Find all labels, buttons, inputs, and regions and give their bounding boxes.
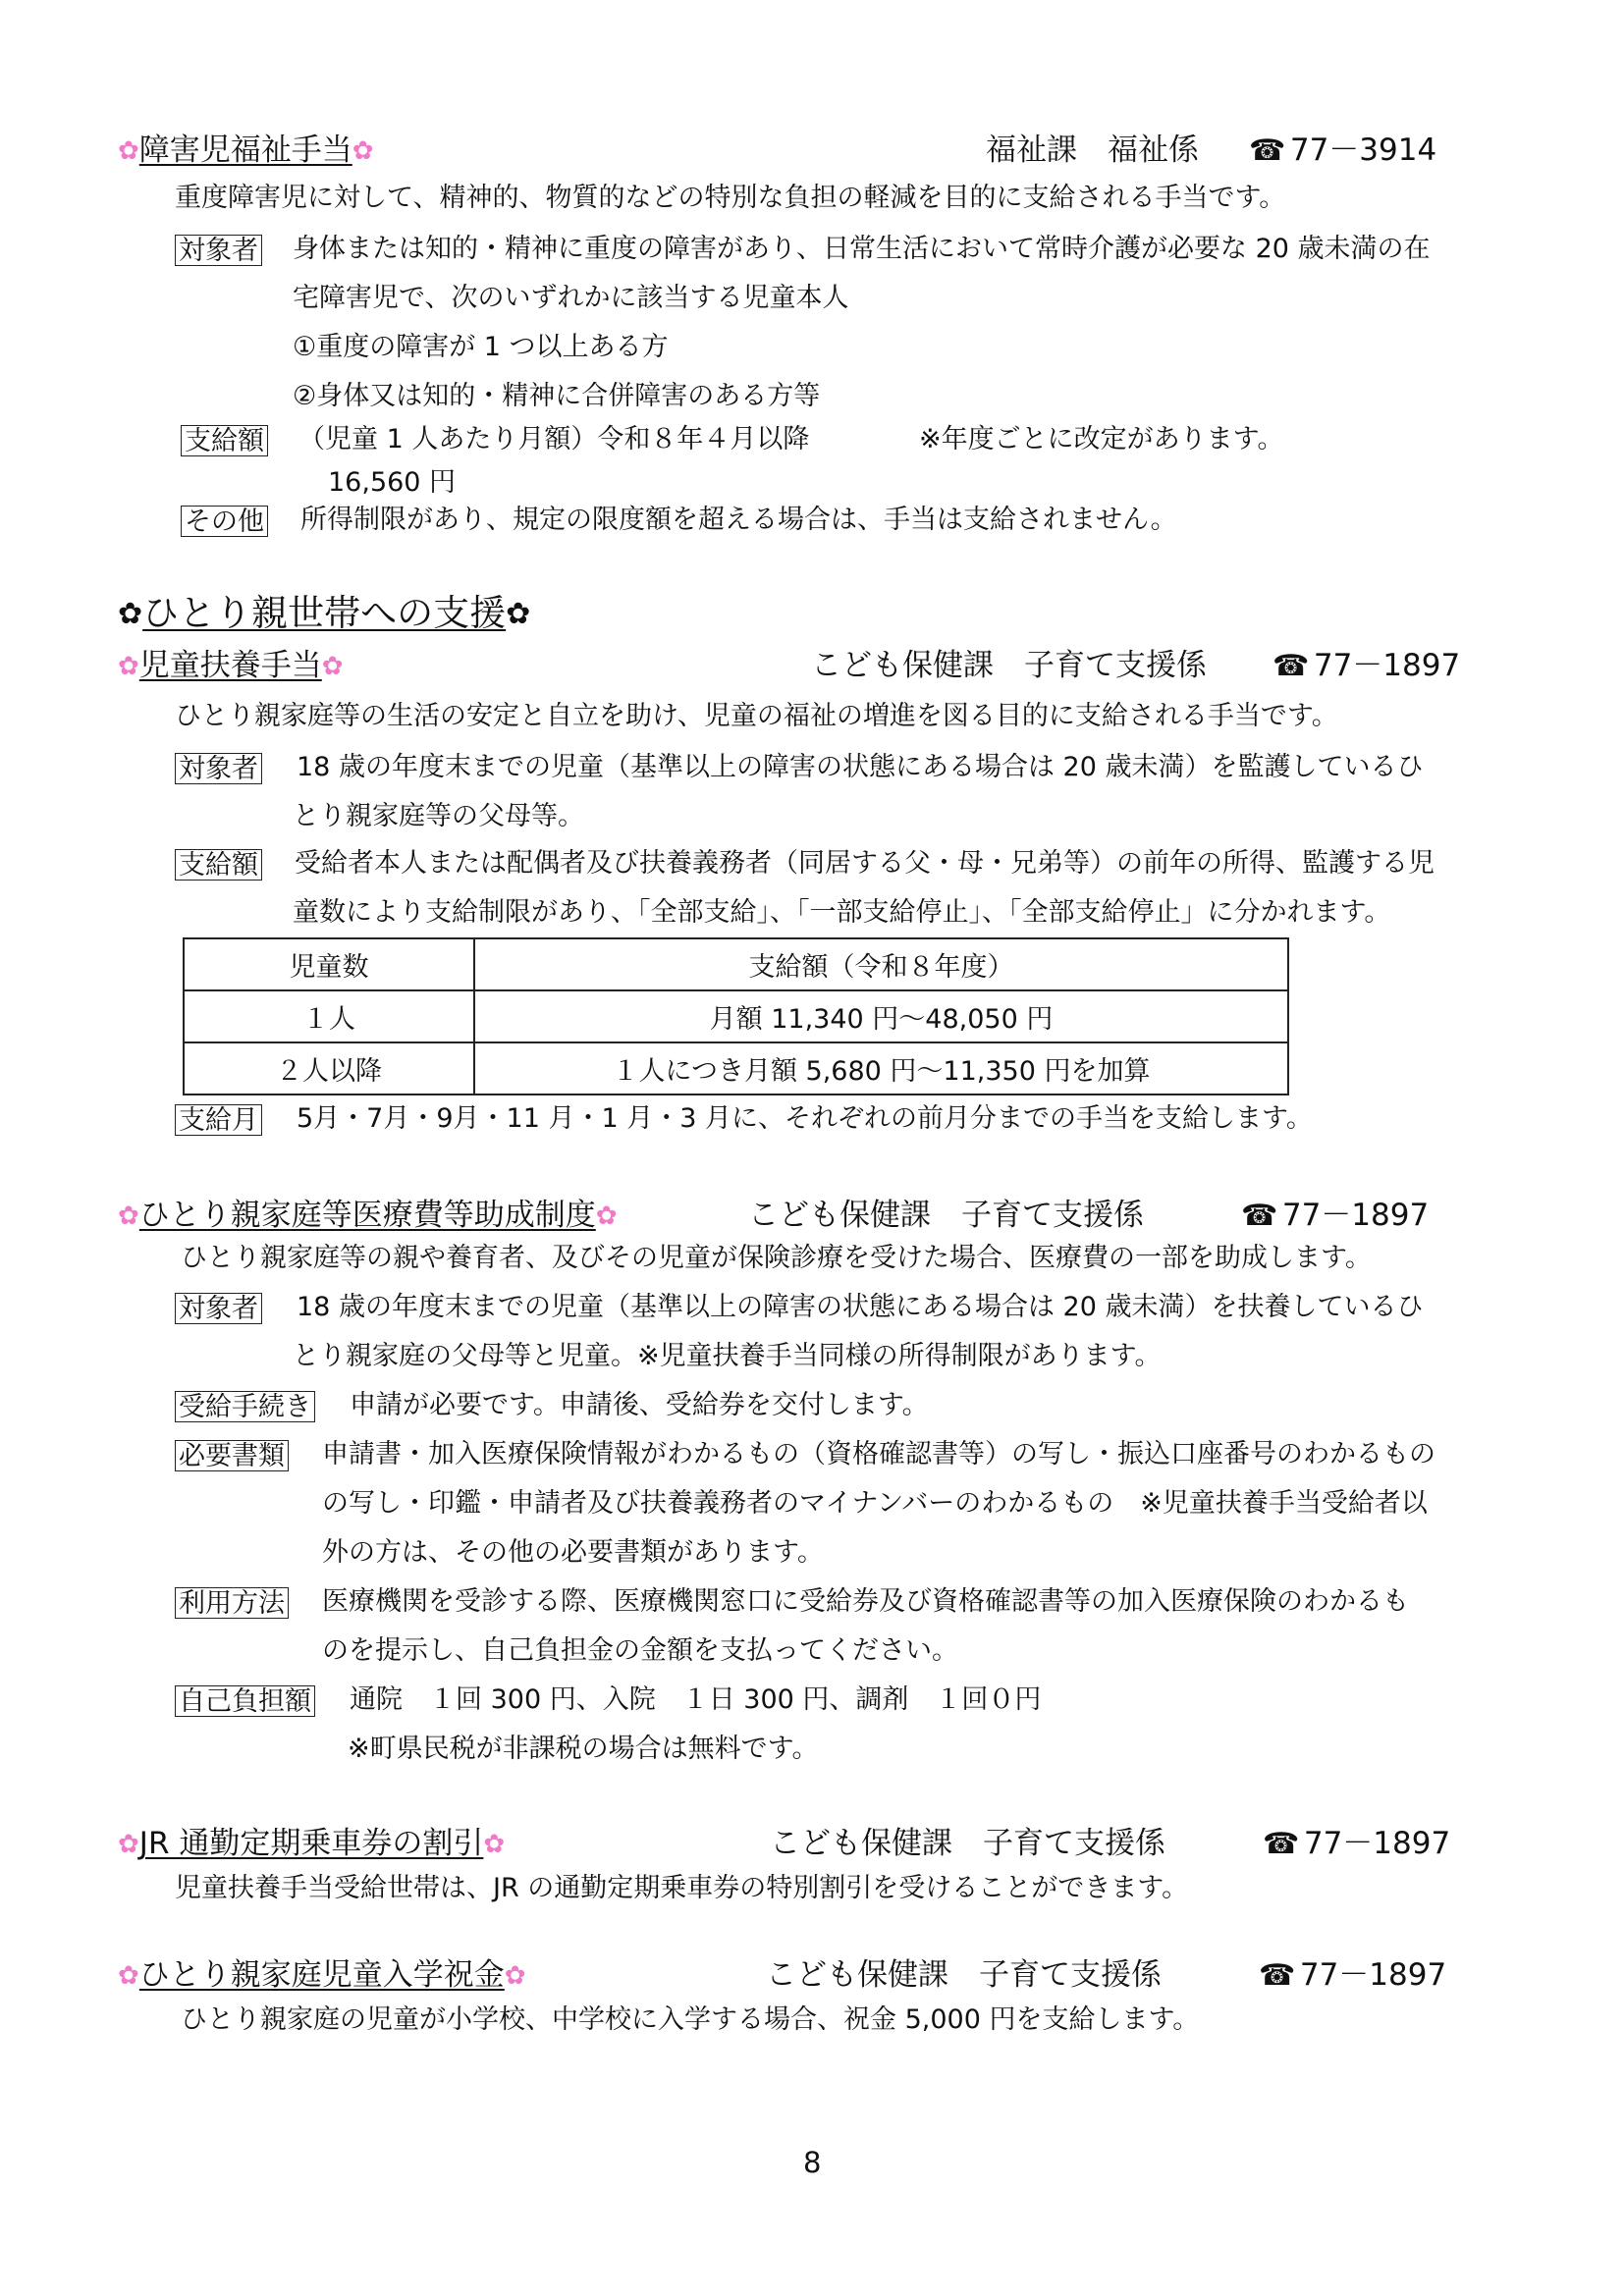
amount-value: 16,560 円: [328, 467, 457, 498]
page-number: 8: [803, 2146, 822, 2179]
label-box-target: 対象者: [175, 234, 262, 269]
target-text: 身体または知的・精神に重度の障害があり、日常生活において常時介護が必要な 20 歳未満の在: [293, 234, 1431, 264]
label-box-copay: 自己負担額: [175, 1684, 315, 1720]
major-heading-title: ひとり親世帯への支援: [142, 592, 507, 634]
flower-icon: ✿: [321, 652, 344, 681]
table-cell: 月額 11,340 円～48,050 円: [474, 990, 1288, 1042]
phone-number: 77－1897: [1281, 1198, 1430, 1233]
target-text: とり親家庭の父母等と児童。※児童扶養手当同様の所得制限があります。: [293, 1341, 1162, 1371]
telephone-icon: ☎: [1241, 1199, 1278, 1233]
section-heading-medical-subsidy: [118, 1196, 618, 1237]
contact-dept: こども保健課 子育て支援係: [770, 1826, 1165, 1861]
procedure-text: 申請が必要です。申請後、受給券を交付します。: [350, 1390, 929, 1420]
flower-icon: ✿: [118, 652, 139, 681]
target-text: とり親家庭等の父母等。: [293, 801, 584, 831]
label-box-usage: 利用方法: [175, 1586, 289, 1622]
label-box-amount: 支給額: [175, 848, 262, 883]
phone-number: 77－1897: [1299, 1957, 1447, 1993]
phone-number: 77－1897: [1303, 1826, 1451, 1861]
target-item: ①重度の障害が 1 つ以上ある方: [293, 332, 669, 362]
table-cell: １人: [184, 990, 474, 1042]
flower-icon: ✿: [595, 1201, 618, 1231]
label-box-target: 対象者: [175, 1292, 262, 1327]
section-title: ひとり親家庭等医療費等助成制度: [138, 1198, 596, 1233]
section-heading-jr-discount: [118, 1824, 505, 1865]
section-intro: ひとり親家庭等の親や養育者、及びその児童が保険診療を受けた場合、医療費の一部を助成します。: [181, 1243, 1372, 1273]
target-item: ②身体又は知的・精神に合併障害のある方等: [293, 381, 821, 411]
section-text: 児童扶養手当受給世帯は、JR の通勤定期乗車券の特別割引を受けることができます。: [175, 1873, 1189, 1903]
contact-phone: [1272, 646, 1460, 686]
contact-dept: 福祉課 福祉係: [986, 133, 1199, 168]
contact-dept: こども保健課 子育て支援係: [766, 1957, 1162, 1993]
amount-table: [183, 937, 1289, 1095]
table-row: [184, 1042, 1288, 1095]
label-box-target: 対象者: [175, 752, 262, 787]
documents-text: 申請書・加入医療保険情報がわかるもの（資格確認書等）の写し・振込口座番号のわかるもの: [322, 1439, 1435, 1469]
label-box-other: その他: [181, 505, 268, 540]
flower-icon: ✿: [118, 597, 143, 631]
section-title: 児童扶養手当: [138, 648, 322, 683]
table-cell: ２人以降: [184, 1042, 474, 1095]
telephone-icon: ☎: [1263, 1827, 1300, 1861]
amount-text: 受給者本人または配偶者及び扶養義務者（同居する父・母・兄弟等）の前年の所得、監護する児: [295, 848, 1435, 879]
usage-text: のを提示し、自己負担金の金額を支払ってください。: [322, 1635, 958, 1666]
usage-text: 医療機関を受診する際、医療機関窓口に受給券及び資格確認書等の加入医療保険のわかるも: [322, 1586, 1409, 1617]
target-text: 宅障害児で、次のいずれかに該当する児童本人: [293, 283, 849, 313]
flower-icon: ✿: [118, 1961, 139, 1991]
table-row: [184, 990, 1288, 1042]
documents-text: 外の方は、その他の必要書類があります。: [322, 1537, 824, 1568]
contact-phone: [1241, 1196, 1429, 1236]
telephone-icon: ☎: [1249, 133, 1286, 168]
table-header-cell: 支給額（令和８年度）: [474, 938, 1288, 990]
contact-dept: こども保健課 子育て支援係: [811, 648, 1207, 683]
label-box-month: 支給月: [175, 1103, 262, 1139]
table-header-cell: 児童数: [184, 938, 474, 990]
section-intro: ひとり親家庭等の生活の安定と自立を助け、児童の福祉の増進を図る目的に支給される手当です。: [175, 701, 1338, 731]
flower-icon: ✿: [506, 597, 531, 631]
phone-number: 77－3914: [1289, 133, 1437, 168]
section-heading-child-rearing: [118, 646, 344, 687]
amount-text: 童数により支給制限があり、「全部支給」、「一部支給停止」、「全部支給停止」に分かれます。: [293, 897, 1391, 928]
target-text: 18 歳の年度末までの児童（基準以上の障害の状態にある場合は 20 歳未満）を扶養しているひ: [297, 1292, 1424, 1322]
flower-icon: ✿: [483, 1830, 506, 1859]
table-cell: １人につき月額 5,680 円～11,350 円を加算: [474, 1042, 1288, 1095]
telephone-icon: ☎: [1259, 1958, 1296, 1993]
documents-text: の写し・印鑑・申請者及び扶養義務者のマイナンバーのわかるもの ※児童扶養手当受給者以: [322, 1488, 1428, 1519]
section-intro: 重度障害児に対して、精神的、物質的などの特別な負担の軽減を目的に支給される手当です。: [175, 183, 1286, 213]
contact-phone: [1259, 1955, 1446, 1996]
label-box-amount: 支給額: [181, 424, 268, 459]
major-heading-single-parent: [118, 591, 530, 639]
contact-phone: [1249, 131, 1436, 171]
section-heading-school-gift: [118, 1955, 526, 1997]
flower-icon: ✿: [118, 1201, 139, 1231]
section-heading-disability-allowance: [118, 131, 374, 172]
phone-number: 77－1897: [1313, 648, 1461, 683]
section-title: JR 通勤定期乗車券の割引: [138, 1826, 484, 1861]
amount-note: ※年度ごとに改定があります。: [919, 424, 1284, 454]
contact-dept: こども保健課 子育て支援係: [748, 1198, 1144, 1233]
copay-note: ※町県民税が非課税の場合は無料です。: [348, 1734, 819, 1764]
section-title: ひとり親家庭児童入学祝金: [138, 1957, 505, 1993]
target-text: 18 歳の年度末までの児童（基準以上の障害の状態にある場合は 20 歳未満）を監護しているひ: [297, 752, 1424, 782]
other-text: 所得制限があり、規定の限度額を超える場合は、手当は支給されません。: [300, 505, 1177, 535]
contact-phone: [1263, 1824, 1450, 1864]
table-header-row: [184, 938, 1288, 990]
flower-icon: ✿: [352, 136, 374, 166]
month-text: 5月・7月・9月・11 月・1 月・3 月に、それぞれの前月分までの手当を支給します。: [297, 1103, 1313, 1134]
flower-icon: ✿: [118, 1830, 139, 1859]
section-title: 障害児福祉手当: [138, 133, 352, 168]
telephone-icon: ☎: [1272, 649, 1310, 683]
section-text: ひとり親家庭の児童が小学校、中学校に入学する場合、祝金 5,000 円を支給します。: [181, 2004, 1200, 2035]
amount-text: （児童 1 人あたり月額）令和８年４月以降: [298, 424, 810, 454]
flower-icon: ✿: [118, 136, 139, 166]
label-box-procedure: 受給手続き: [175, 1390, 315, 1425]
flower-icon: ✿: [504, 1961, 526, 1991]
copay-text: 通院 １回 300 円、入院 １日 300 円、調剤 １回０円: [350, 1684, 1042, 1715]
label-box-documents: 必要書類: [175, 1439, 289, 1474]
